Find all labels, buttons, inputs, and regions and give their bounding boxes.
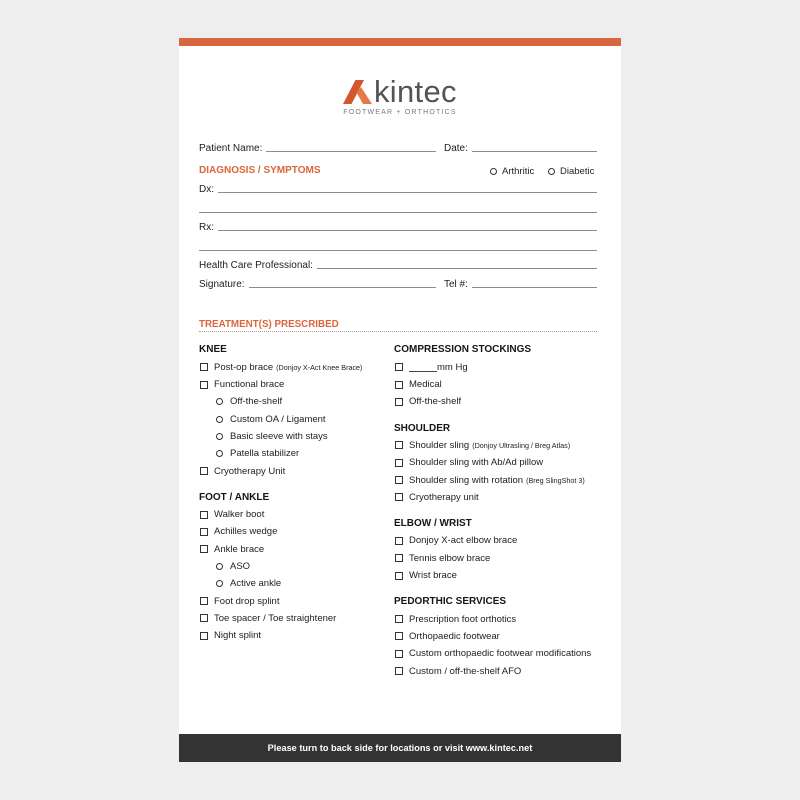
checkbox-label: Off-the-shelf [409, 396, 462, 408]
option-label: Patella stabilizer [230, 448, 300, 460]
checkbox-label: Wrist brace [409, 570, 457, 582]
radio-icon[interactable] [490, 168, 497, 175]
checkbox-label: Custom orthopaedic footwear modifications [409, 648, 592, 660]
radio-icon[interactable] [216, 398, 223, 405]
footer-bar [179, 734, 621, 762]
brand-wordmark: kintec [374, 74, 457, 109]
checkbox-label: Toe spacer / Toe straightener [214, 612, 337, 624]
checkbox-label: Night splint [214, 630, 261, 642]
checkbox-item-post-op-brace[interactable] [199, 359, 389, 376]
checkbox-icon[interactable] [395, 632, 403, 640]
date-field[interactable] [472, 142, 597, 152]
checkbox-label: Shoulder sling [409, 439, 470, 451]
option-label: Active ankle [230, 578, 282, 590]
checkbox-item-foot-drop-splint[interactable] [199, 593, 389, 610]
option-off-the-shelf[interactable] [199, 393, 389, 410]
checkbox-label: Ankle brace [214, 543, 265, 555]
section-title-foot-ankle: FOOT / ANKLE [199, 491, 270, 503]
kintec-logo-mark-icon [342, 80, 372, 104]
condition-label: Diabetic [560, 165, 595, 177]
checkbox-item-off-the-shelf[interactable] [394, 393, 597, 410]
signature-label: Signature: [199, 279, 245, 290]
checkbox-icon[interactable] [395, 572, 403, 580]
condition-label: Arthritic [502, 165, 535, 177]
tel-label: Tel #: [444, 279, 468, 290]
checkbox-icon[interactable] [395, 459, 403, 467]
checkbox-icon[interactable] [395, 398, 403, 406]
section-elbow-wrist [394, 515, 597, 584]
checkbox-icon[interactable] [200, 363, 208, 371]
checkbox-icon[interactable] [395, 615, 403, 623]
radio-icon[interactable] [216, 563, 223, 570]
checkbox-item-cryotherapy-unit[interactable] [199, 462, 389, 479]
condition-diabetic[interactable] [548, 164, 594, 178]
checkbox-icon[interactable] [200, 467, 208, 475]
diagnosis-title: DIAGNOSIS / SYMPTOMS [199, 165, 321, 176]
checkbox-item-shoulder-sling[interactable] [394, 437, 597, 454]
checkbox-item-functional-brace[interactable] [199, 376, 389, 393]
treatment-title: TREATMENT(S) PRESCRIBED [199, 319, 339, 330]
checkbox-icon[interactable] [200, 614, 208, 622]
checkbox-label: Post-op brace [214, 361, 274, 373]
treatment-left-column [199, 341, 389, 644]
checkbox-icon[interactable] [395, 667, 403, 675]
date-row [444, 142, 597, 156]
rx-label: Rx: [199, 222, 214, 233]
section-knee [199, 341, 389, 479]
prescription-form [179, 38, 621, 762]
section-title-knee: KNEE [199, 344, 227, 356]
checkbox-item-custom-off-the-shelf-afo[interactable] [394, 662, 597, 679]
checkbox-item-shoulder-sling-with-rotation[interactable] [394, 471, 597, 488]
radio-icon[interactable] [216, 433, 223, 440]
radio-icon[interactable] [548, 168, 555, 175]
option-custom-oa-ligament[interactable] [199, 411, 389, 428]
checkbox-item-wrist-brace[interactable] [394, 567, 597, 584]
option-aso[interactable] [199, 558, 389, 575]
checkbox-icon[interactable] [200, 545, 208, 553]
dx-continuation-field[interactable] [199, 212, 597, 213]
rx-field[interactable] [218, 221, 597, 231]
patient-name-field[interactable] [266, 142, 436, 152]
dx-row [199, 183, 597, 197]
checkbox-label: Shoulder sling with rotation [409, 474, 524, 486]
patient-name-row [199, 142, 436, 156]
checkbox-icon[interactable] [395, 363, 403, 371]
checkbox-label: Orthopaedic footwear [409, 630, 500, 642]
checkbox-item-tennis-elbow-brace[interactable] [394, 550, 597, 567]
checkbox-item-toe-spacer-toe-straightener[interactable] [199, 610, 389, 627]
treatment-right-column [394, 341, 597, 679]
checkbox-icon[interactable] [395, 441, 403, 449]
checkbox-label: Foot drop splint [214, 595, 280, 607]
tel-field[interactable] [472, 278, 597, 288]
checkbox-item-prescription-foot-orthotics[interactable] [394, 611, 597, 628]
checkbox-icon[interactable] [395, 493, 403, 501]
option-patella-stabilizer[interactable] [199, 445, 389, 462]
checkbox-label: Custom / off-the-shelf AFO [409, 665, 522, 677]
checkbox-item-mm-hg[interactable] [394, 359, 597, 376]
checkbox-item-donjoy-x-act-elbow-brace[interactable] [394, 532, 597, 549]
option-active-ankle[interactable] [199, 575, 389, 592]
checkbox-label: Tennis elbow brace [409, 552, 491, 564]
checkbox-item-shoulder-sling-with-ab-ad-pillow[interactable] [394, 454, 597, 471]
option-label: ASO [230, 561, 251, 573]
checkbox-icon[interactable] [395, 476, 403, 484]
checkbox-icon[interactable] [200, 528, 208, 536]
checkbox-icon[interactable] [200, 632, 208, 640]
checkbox-icon[interactable] [395, 537, 403, 545]
option-label: Basic sleeve with stays [230, 430, 328, 442]
checkbox-icon[interactable] [200, 597, 208, 605]
rx-row [199, 221, 597, 235]
rx-continuation-field[interactable] [199, 250, 597, 251]
checkbox-label: Cryotherapy Unit [214, 465, 286, 477]
checkbox-label: mm Hg [437, 361, 468, 373]
signature-row [199, 278, 436, 292]
option-basic-sleeve-with-stays[interactable] [199, 428, 389, 445]
patient-name-label: Patient Name: [199, 143, 263, 154]
section-pedorthic-services [394, 593, 597, 679]
checkbox-icon[interactable] [395, 650, 403, 658]
checkbox-label: Medical [409, 379, 442, 391]
radio-icon[interactable] [216, 450, 223, 457]
checkbox-label: Functional brace [214, 379, 285, 391]
item-note: (Donjoy Ultrasling / Breg Atlas) [472, 440, 571, 450]
checkbox-item-ankle-brace[interactable] [199, 541, 389, 558]
condition-arthritic[interactable] [490, 164, 534, 178]
treatment-divider [199, 331, 597, 332]
health-care-professional-label: Health Care Professional: [199, 260, 313, 271]
checkbox-label: Walker boot [214, 509, 265, 521]
radio-icon[interactable] [216, 416, 223, 423]
checkbox-item-orthopaedic-footwear[interactable] [394, 628, 597, 645]
section-compression-stockings [394, 341, 597, 410]
radio-icon[interactable] [216, 580, 223, 587]
checkbox-label: Shoulder sling with Ab/Ad pillow [409, 457, 544, 469]
footer-text: Please turn to back side for locations or visit www.kintec.net [267, 743, 533, 753]
checkbox-label: Achilles wedge [214, 526, 278, 538]
dx-label: Dx: [199, 184, 214, 195]
item-note: (Donjoy X-Act Knee Brace) [276, 362, 363, 372]
checkbox-icon[interactable] [200, 381, 208, 389]
date-label: Date: [444, 143, 468, 154]
checkbox-item-cryotherapy-unit[interactable] [394, 489, 597, 506]
checkbox-item-night-splint[interactable] [199, 627, 389, 644]
checkbox-icon[interactable] [395, 381, 403, 389]
health-care-professional-row [199, 259, 597, 273]
item-note: (Breg SlingShot 3) [526, 475, 585, 485]
mm-hg-blank-field[interactable] [409, 362, 437, 372]
option-label: Custom OA / Ligament [230, 413, 326, 425]
checkbox-icon[interactable] [395, 554, 403, 562]
checkbox-label: Cryotherapy unit [409, 491, 479, 503]
section-title-shoulder: SHOULDER [394, 422, 451, 434]
section-shoulder [394, 420, 597, 506]
section-foot-ankle [199, 489, 389, 645]
section-title-pedorthic-services: PEDORTHIC SERVICES [394, 596, 507, 608]
section-title-elbow-wrist: ELBOW / WRIST [394, 518, 472, 530]
top-accent-bar [179, 38, 621, 46]
checkbox-item-custom-orthopaedic-footwear-modifications[interactable] [394, 645, 597, 662]
brand-tagline: FOOTWEAR + ORTHOTICS [343, 109, 457, 116]
section-title-compression-stockings: COMPRESSION STOCKINGS [394, 344, 532, 356]
checkbox-icon[interactable] [200, 511, 208, 519]
checkbox-label: Donjoy X-act elbow brace [409, 535, 518, 547]
checkbox-item-achilles-wedge[interactable] [199, 523, 389, 540]
checkbox-item-medical[interactable] [394, 376, 597, 393]
dx-field[interactable] [218, 183, 597, 193]
health-care-professional-field[interactable] [317, 259, 597, 269]
signature-field[interactable] [249, 278, 436, 288]
tel-row [444, 278, 597, 292]
checkbox-item-walker-boot[interactable] [199, 506, 389, 523]
checkbox-label: Prescription foot orthotics [409, 613, 517, 625]
option-label: Off-the-shelf [230, 396, 283, 408]
